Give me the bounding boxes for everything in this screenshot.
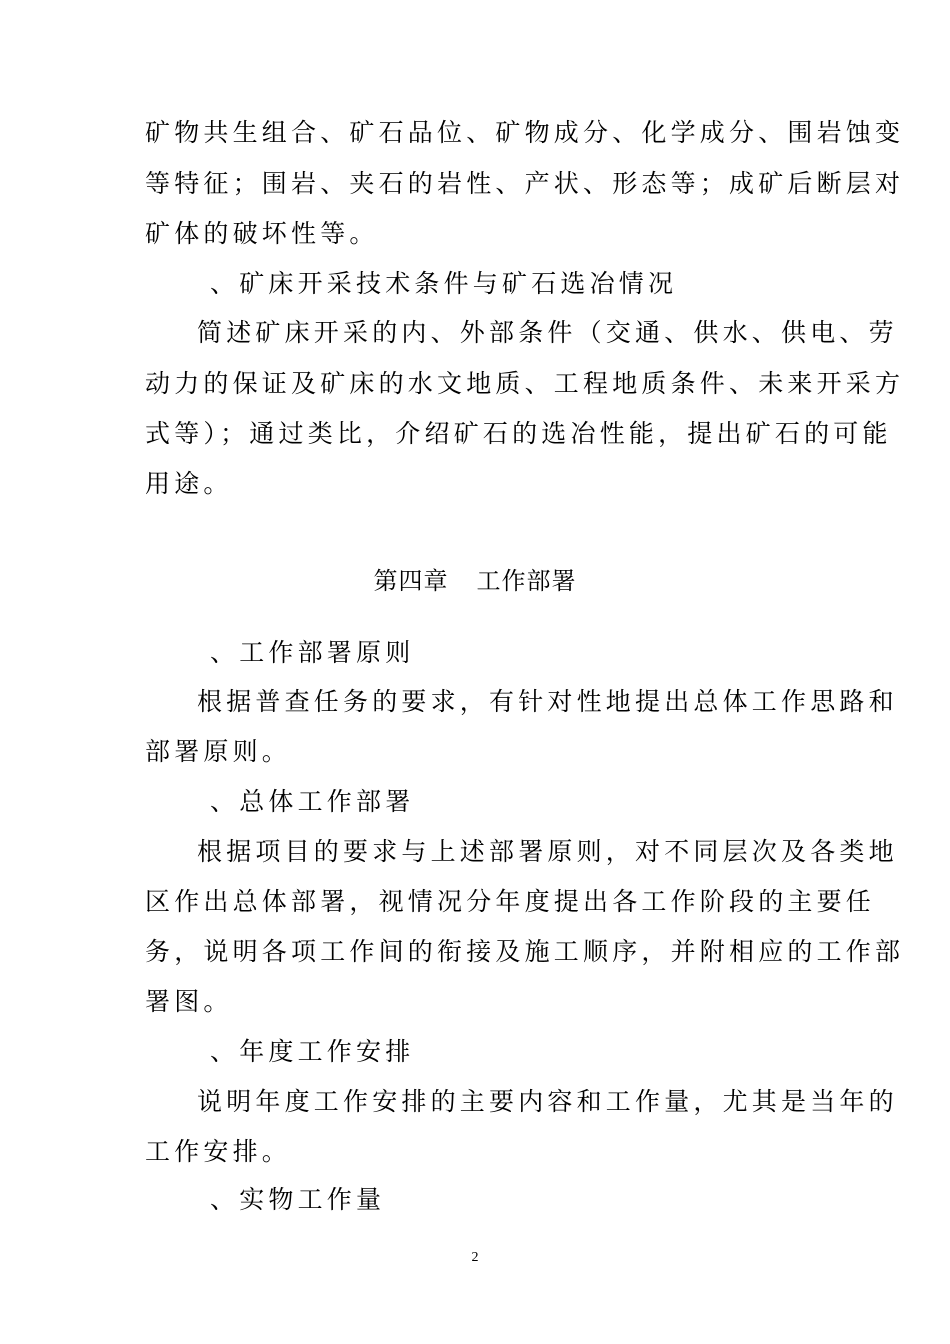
chapter-number: 第四章 xyxy=(373,567,449,595)
section-heading-workload: 、实物工作量 xyxy=(210,1185,386,1214)
chapter-title: 工作部署 xyxy=(476,567,577,595)
body-text-line: 根据项目的要求与上述部署原则，对不同层次及各类地 xyxy=(197,837,898,866)
section-heading-mining-conditions: 、矿床开采技术条件与矿石选冶情况 xyxy=(210,269,678,298)
body-text-line: 式等）；通过类比，介绍矿石的选冶性能，提出矿石的可能 xyxy=(145,419,892,448)
section-heading-annual: 、年度工作安排 xyxy=(210,1037,415,1066)
body-text-line: 工作安排。 xyxy=(145,1137,292,1166)
section-heading-principles: 、工作部署原则 xyxy=(210,638,415,667)
section-heading-overall: 、总体工作部署 xyxy=(210,787,415,816)
body-text-line: 区作出总体部署，视情况分年度提出各工作阶段的主要任 xyxy=(145,887,876,916)
body-text-line: 根据普查任务的要求，有针对性地提出总体工作思路和 xyxy=(197,687,898,716)
body-text-line: 矿物共生组合、矿石品位、矿物成分、化学成分、围岩蚀变 xyxy=(145,118,905,147)
body-text-line: 简述矿床开采的内、外部条件（交通、供水、供电、劳 xyxy=(197,318,898,347)
body-text-line: 用途。 xyxy=(145,469,233,498)
body-text-line: 等特征；围岩、夹石的岩性、产状、形态等；成矿后断层对 xyxy=(145,169,905,198)
body-text-line: 说明年度工作安排的主要内容和工作量，尤其是当年的 xyxy=(197,1087,898,1116)
body-text-line: 署图。 xyxy=(145,987,233,1016)
body-text-line: 动力的保证及矿床的水文地质、工程地质条件、未来开采方 xyxy=(145,369,905,398)
chapter-heading xyxy=(0,564,950,598)
body-text-line: 务，说明各项工作间的衔接及施工顺序，并附相应的工作部 xyxy=(145,937,905,966)
body-text-line: 矿体的破坏性等。 xyxy=(145,219,379,248)
page-number: 2 xyxy=(471,1250,479,1265)
body-text-line: 部署原则。 xyxy=(145,737,292,766)
